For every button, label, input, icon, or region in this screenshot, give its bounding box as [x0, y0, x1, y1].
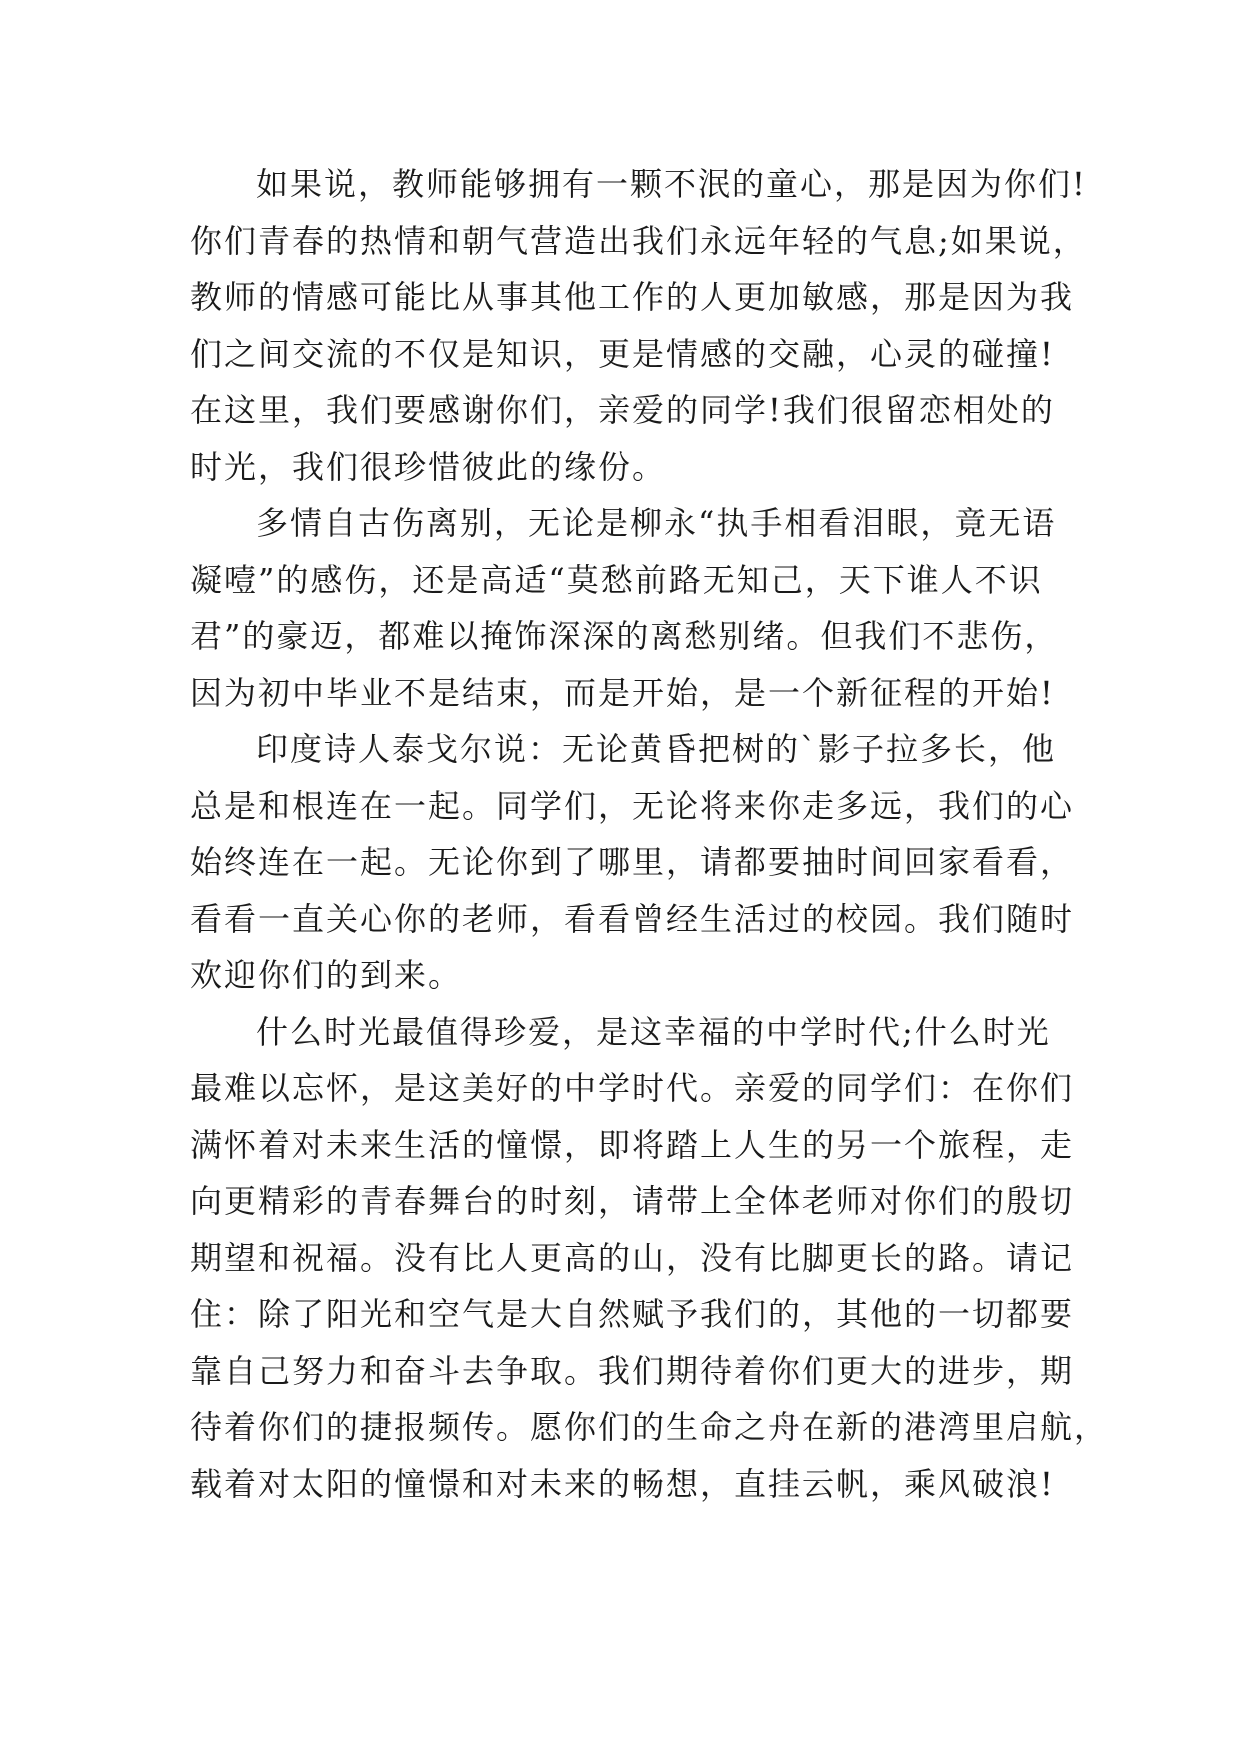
paragraph-line: 在这里，我们要感谢你们，亲爱的同学!我们很留恋相处的	[190, 391, 1055, 429]
paragraph-2	[190, 495, 1070, 721]
paragraph-line: 时光，我们很珍惜彼此的缘份。	[190, 447, 667, 486]
paragraph-line: 最难以忘怀，是这美好的中学时代。亲爱的同学们：在你们	[190, 1069, 1075, 1107]
document-body	[190, 156, 1109, 1512]
paragraph-line: 如果说，教师能够拥有一颗不泯的童心，那是因为你们!	[256, 165, 1087, 203]
paragraph-line: 靠自己努力和奋斗去争取。我们期待着你们更大的进步，期	[190, 1351, 1075, 1390]
paragraph-line: 君”的豪迈，都难以掩饰深深的离愁别绪。但我们不悲伤，	[190, 617, 1059, 655]
paragraph-line: 载着对太阳的憧憬和对未来的畅想，直挂云帆，乘风破浪!	[190, 1464, 1055, 1503]
paragraph-line: 期望和祝福。没有比人更高的山，没有比脚更长的路。请记	[190, 1238, 1075, 1277]
paragraph-line: 待着你们的捷报频传。愿你们的生命之舟在新的港湾里启航，	[190, 1408, 1109, 1446]
paragraph-line: 向更精彩的青春舞台的时刻，请带上全体老师对你们的殷切	[190, 1182, 1075, 1220]
paragraph-3	[190, 721, 1075, 1004]
paragraph-line: 欢迎你们的到来。	[190, 956, 463, 994]
paragraph-1	[190, 156, 1087, 495]
paragraph-line: 住：除了阳光和空气是大自然赋予我们的，其他的一切都要	[190, 1295, 1075, 1333]
paragraph-line: 们之间交流的不仅是知识，更是情感的交融，心灵的碰撞!	[190, 334, 1055, 373]
paragraph-line: 满怀着对未来生活的憧憬，即将踏上人生的另一个旅程，走	[190, 1125, 1075, 1164]
paragraph-line: 总是和根连在一起。同学们，无论将来你走多远，我们的心	[190, 786, 1075, 825]
paragraph-line: 教师的情感可能比从事其他工作的人更加敏感，那是因为我	[190, 278, 1075, 316]
paragraph-4	[190, 1004, 1109, 1513]
paragraph-line: 因为初中毕业不是结束，而是开始，是一个新征程的开始!	[190, 673, 1055, 712]
paragraph-line: 看看一直关心你的老师，看看曾经生活过的校园。我们随时	[190, 899, 1075, 938]
paragraph-line: 凝噎”的感伤，还是高适“莫愁前路无知己，天下谁人不识	[190, 560, 1043, 599]
paragraph-line: 印度诗人泰戈尔说：无论黄昏把树的`影子拉多长，他	[256, 730, 1057, 768]
paragraph-line: 你们青春的热情和朝气营造出我们永远年轻的气息;如果说，	[190, 221, 1087, 260]
paragraph-line: 始终连在一起。无论你到了哪里，请都要抽时间回家看看，	[190, 843, 1075, 881]
paragraph-line: 多情自古伤离别，无论是柳永“执手相看泪眼，竟无语	[256, 504, 1057, 542]
paragraph-line: 什么时光最值得珍爱，是这幸福的中学时代;什么时光	[256, 1012, 1051, 1051]
